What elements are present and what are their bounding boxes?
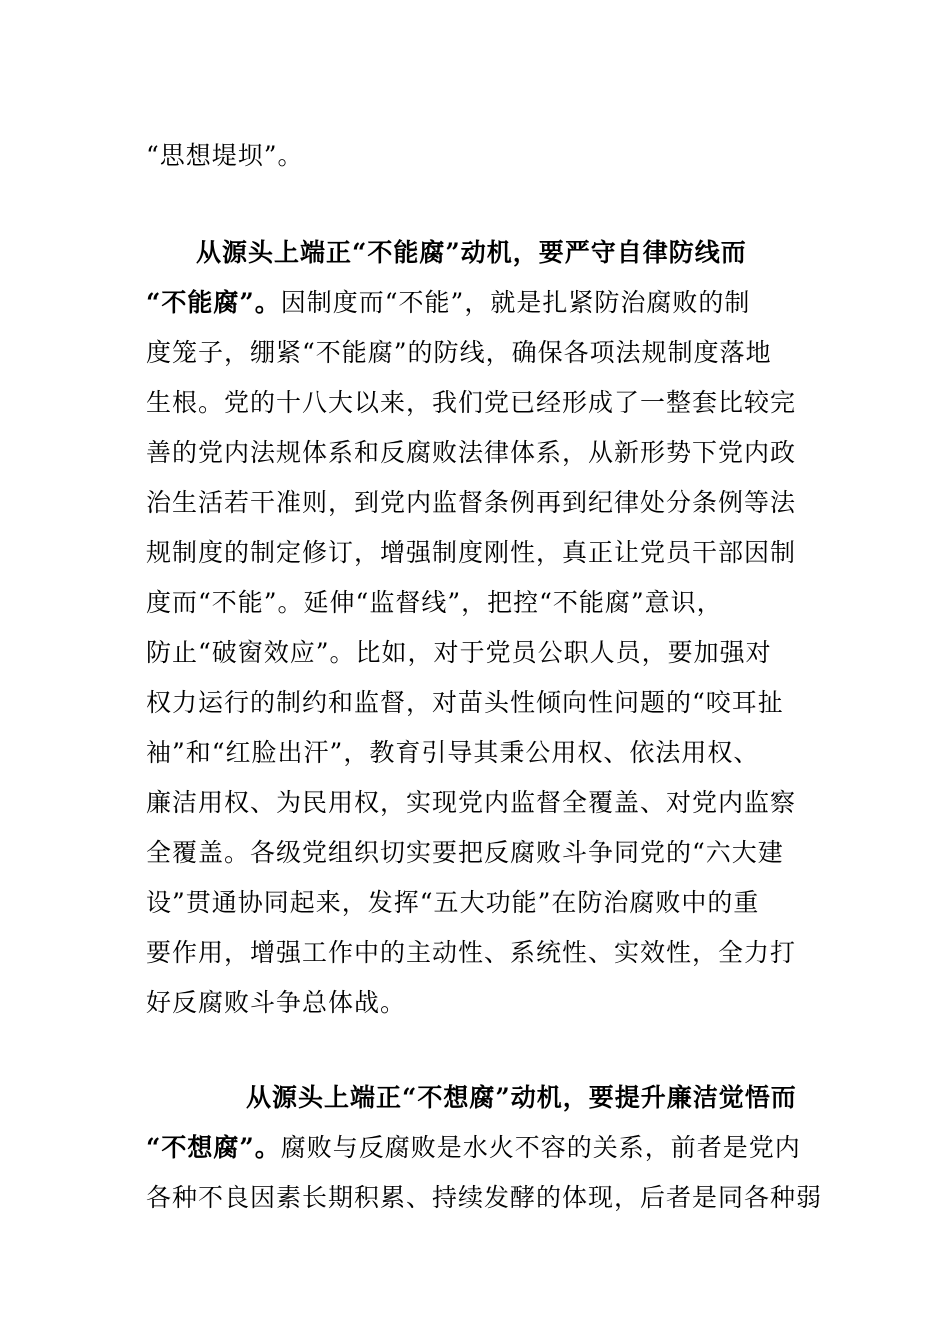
section-1-line-4: 善的党内法规体系和反腐败法律体系，从新形势下党内政 — [146, 438, 797, 467]
section-1-line-8: 防止“破窗效应”。比如，对于党员公职人员，要加强对 — [146, 638, 772, 667]
section-2-line-1 — [146, 1131, 801, 1165]
section-2-text: 腐败与反腐败是水火不容的关系，前者是党内 — [280, 1133, 801, 1162]
section-1-line-2: 度笼子，绷紧“不能腐”的防线，确保各项法规制度落地 — [146, 338, 772, 367]
section-2-heading-end: “不想腐”。 — [146, 1133, 281, 1162]
section-2-line-2: 各种不良因素长期积累、持续发酵的体现，后者是同各种弱 — [146, 1183, 823, 1212]
section-1-line-13: 设”贯通协同起来，发挥“五大功能”在防治腐败中的重 — [146, 888, 760, 917]
section-1-line-10: 袖”和“红脸出汗”，教育引导其秉公用权、依法用权、 — [146, 738, 760, 767]
section-1-line-14: 要作用，增强工作中的主动性、系统性、实效性，全力打 — [146, 938, 797, 967]
section-1-line-7: 度而“不能”。延伸“监督线”，把控“不能腐”意识， — [146, 588, 723, 617]
section-1-heading: 从源头上端正“不能腐”动机，要严守自律防线而 — [196, 238, 747, 267]
section-1-line-6: 规制度的制定修订，增强制度刚性，真正让党员干部因制 — [146, 538, 797, 567]
section-1-text: 因制度而“不能”，就是扎紧防治腐败的制 — [280, 288, 751, 317]
section-1-heading-end: “不能腐”。 — [146, 288, 281, 317]
section-1-line-12: 全覆盖。各级党组织切实要把反腐败斗争同党的“六大建 — [146, 838, 784, 867]
section-1-line-11: 廉洁用权、为民用权，实现党内监督全覆盖、对党内监察 — [146, 788, 797, 817]
section-1-line-15: 好反腐败斗争总体战。 — [146, 988, 407, 1017]
section-1-line-1 — [146, 286, 750, 320]
section-1-line-9: 权力运行的制约和监督，对苗头性倾向性问题的“咬耳扯 — [146, 688, 784, 717]
section-1-line-5: 治生活若干准则，到党内监督条例再到纪律处分条例等法 — [146, 488, 797, 517]
section-2-heading: 从源头上端正“不想腐”动机，要提升廉洁觉悟而 — [246, 1083, 797, 1112]
continuation-line: “思想堤坝”。 — [146, 141, 304, 170]
section-1-line-3: 生根。党的十八大以来，我们党已经形成了一整套比较完 — [146, 388, 797, 417]
